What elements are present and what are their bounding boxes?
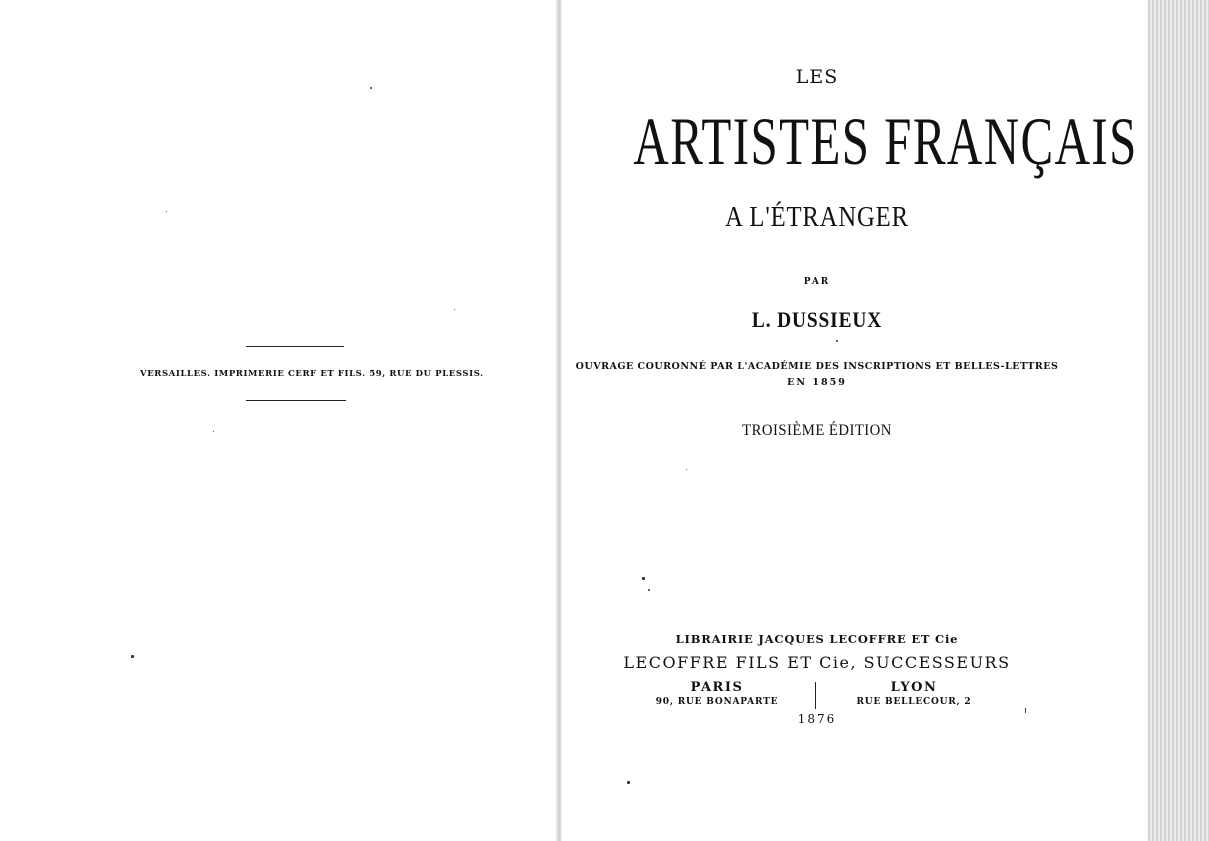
page-stack-edge <box>1148 0 1209 841</box>
publisher-line: LIBRAIRIE JACQUES LECOFFRE ET Cie <box>675 632 959 646</box>
print-speck <box>131 655 134 658</box>
print-speck <box>213 431 214 432</box>
address-lyon: RUE BELLECOUR, 2 <box>856 697 972 707</box>
city-lyon: LYON <box>890 680 938 695</box>
award-year: EN 1859 <box>787 377 847 388</box>
print-speck <box>370 87 372 89</box>
by-label: PAR <box>803 277 831 287</box>
title-page <box>562 0 1148 841</box>
address-paris: 90, RUE BONAPARTE <box>655 697 779 707</box>
author-name: L. DUSSIEUX <box>751 307 883 332</box>
publisher-successors: LECOFFRE FILS ET Cie, SUCCESSEURS <box>623 653 1011 672</box>
city-paris: PARIS <box>690 680 744 695</box>
book-subtitle: A L'ÉTRANGER <box>725 201 909 233</box>
print-speck <box>627 781 630 784</box>
print-speck <box>642 577 645 580</box>
printer-imprint: VERSAILLES. IMPRIMERIE CERF ET FILS. 59, RUE DU PLESSIS. <box>140 369 484 379</box>
publication-year: 1876 <box>797 712 837 726</box>
bottom-rule <box>246 400 346 401</box>
award-line: OUVRAGE COURONNÉ PAR L'ACADÉMIE DES INSCRIPTIONS ET BELLES-LETTRES <box>575 361 1059 372</box>
book-title: ARTISTES FRANÇAIS <box>633 103 1138 179</box>
top-rule <box>246 346 344 347</box>
left-page <box>0 0 556 841</box>
print-speck <box>836 340 838 342</box>
print-speck <box>1025 708 1026 713</box>
edition-label: TROISIÈME ÉDITION <box>742 422 892 439</box>
print-speck <box>648 589 650 591</box>
print-speck <box>166 211 167 212</box>
print-speck <box>454 309 455 310</box>
print-speck <box>686 469 687 470</box>
pre-title: LES <box>795 66 839 88</box>
